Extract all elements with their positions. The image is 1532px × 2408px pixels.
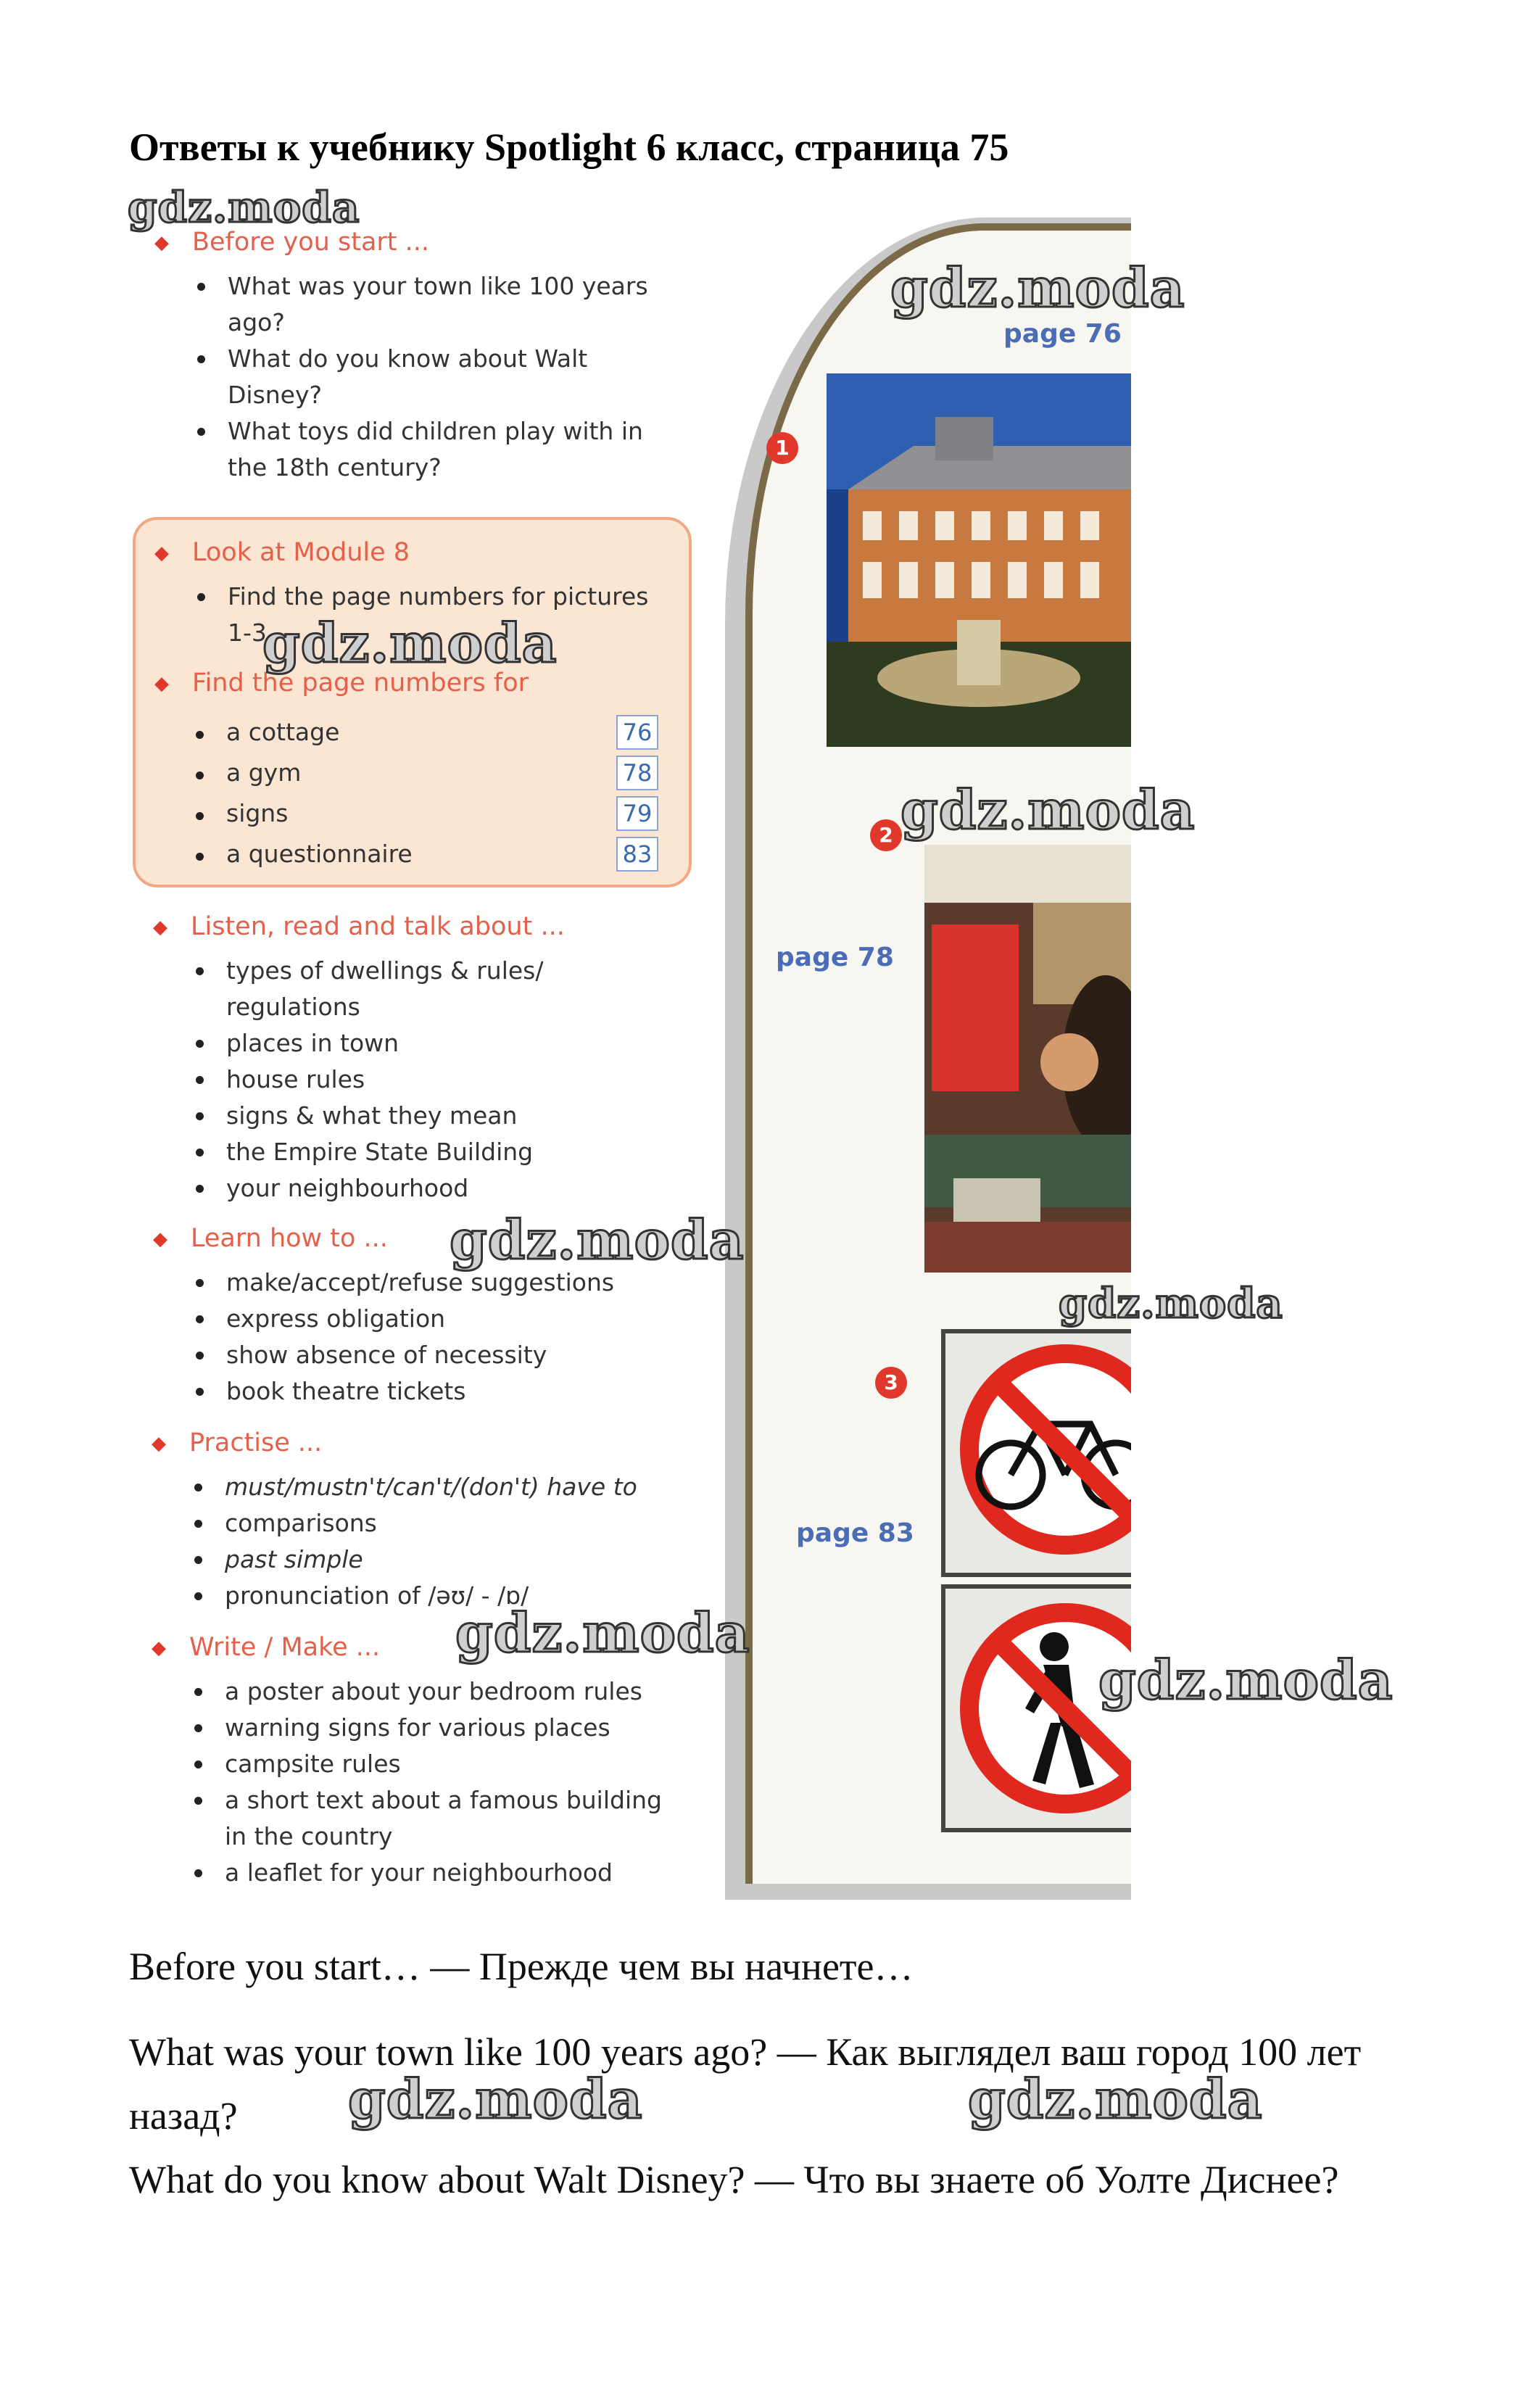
list-item: must/mustn't/can't/(don't) have to xyxy=(191,1469,670,1505)
list-item: a leaflet for your neighbourhood xyxy=(191,1855,684,1891)
before-you-start-list xyxy=(194,268,658,486)
list-item: campsite rules xyxy=(191,1746,684,1782)
section-heading-learn: ◆ Learn how to ... xyxy=(191,1224,388,1253)
watermark: gdz.moda xyxy=(262,613,558,675)
list-item: your neighbourhood xyxy=(193,1170,671,1207)
table-row xyxy=(226,718,653,746)
list-item: pronunciation of /əʊ/ - /ɒ/ xyxy=(191,1578,670,1614)
practise-list xyxy=(191,1469,670,1614)
badge-2: 2 xyxy=(870,819,902,851)
watermark: gdz.moda xyxy=(1059,1280,1283,1328)
translation-line: What do you know about Walt Disney? — Что вы знаете об Уолте Диснее? xyxy=(129,2158,1339,2201)
section-heading-listen: ◆ Listen, read and talk about ... xyxy=(191,912,565,941)
list-item: Find the page numbers for pictures xyxy=(194,579,673,615)
page-ref-78: page 78 xyxy=(776,943,894,972)
list-item: past simple xyxy=(191,1542,670,1578)
list-item-cont: regulations xyxy=(226,993,360,1021)
module-box xyxy=(133,517,692,888)
list-item: types of dwellings & rules/ xyxy=(193,953,671,989)
table-row xyxy=(226,799,653,827)
watermark: gdz.moda xyxy=(450,1209,745,1272)
list-item: book theatre tickets xyxy=(193,1373,671,1410)
list-item: comparisons xyxy=(191,1505,670,1542)
listen-list xyxy=(193,953,671,1207)
page-title: Ответы к учебнику Spotlight 6 класс, страница 75 xyxy=(129,125,1009,169)
list-item: a poster about your bedroom rules xyxy=(191,1673,684,1710)
gym-photo xyxy=(924,845,1131,1273)
list-item-cont: the 18th century? xyxy=(228,453,442,481)
row-page-number: 83 xyxy=(616,837,658,872)
palace-photo xyxy=(827,373,1131,747)
row-page-number: 79 xyxy=(616,796,658,831)
watermark: gdz.moda xyxy=(968,2069,1263,2131)
table-row xyxy=(226,758,653,787)
table-row xyxy=(226,840,653,868)
row-page-number: 76 xyxy=(616,715,658,750)
watermark: gdz.moda xyxy=(455,1602,750,1665)
row-label: a questionnaire xyxy=(226,840,413,868)
list-item: signs & what they mean xyxy=(193,1098,671,1134)
badge-1: 1 xyxy=(766,432,798,464)
list-item: warning signs for various places xyxy=(191,1710,684,1746)
translation-line: What was your town like 100 years ago? — Как выглядел ваш город 100 лет назад? xyxy=(129,2030,1362,2138)
write-list xyxy=(191,1673,684,1891)
list-item: house rules xyxy=(193,1062,671,1098)
gym-image xyxy=(924,845,1131,1273)
list-item: make/accept/refuse suggestions xyxy=(193,1265,671,1301)
section-heading-find-page-numbers: ◆ Find the page numbers for xyxy=(192,669,529,698)
list-item: show absence of necessity xyxy=(193,1337,671,1373)
watermark: gdz.moda xyxy=(900,779,1196,842)
list-item: places in town xyxy=(193,1025,671,1062)
list-item: express obligation xyxy=(193,1301,671,1337)
translation-line: Before you start… — Прежде чем вы начнете… xyxy=(129,1945,914,1988)
section-heading-look-at-module: ◆ Look at Module 8 xyxy=(192,538,410,567)
list-item: What was your town like 100 years xyxy=(194,268,658,305)
section-heading-before-you-start: ◆ Before you start ... xyxy=(192,228,429,257)
palace-image xyxy=(827,373,1131,747)
list-item-cont: Disney? xyxy=(228,381,323,409)
learn-list xyxy=(193,1265,671,1410)
watermark: gdz.moda xyxy=(128,183,360,232)
page-ref-76: page 76 xyxy=(1003,319,1122,349)
row-label: a cottage xyxy=(226,718,340,746)
list-item-cont: 1-3. xyxy=(228,618,275,647)
list-item: What do you know about Walt xyxy=(194,341,658,377)
badge-3: 3 xyxy=(875,1367,907,1399)
watermark: gdz.moda xyxy=(1098,1650,1394,1712)
section-heading-write: ◆ Write / Make ... xyxy=(189,1633,380,1662)
watermark: gdz.moda xyxy=(890,257,1185,320)
list-item: What toys did children play with in xyxy=(194,413,658,450)
row-label: a gym xyxy=(226,758,302,787)
no-bicycle-icon xyxy=(945,1333,1131,1573)
no-bicycle-sign xyxy=(941,1329,1131,1577)
watermark: gdz.moda xyxy=(348,2069,643,2131)
page-ref-83: page 83 xyxy=(796,1518,914,1548)
list-item-cont: in the country xyxy=(225,1822,393,1850)
row-page-number: 78 xyxy=(616,756,658,790)
list-item: a short text about a famous building xyxy=(191,1782,684,1819)
list-item-cont: ago? xyxy=(228,308,285,336)
list-item: the Empire State Building xyxy=(193,1134,671,1170)
section-heading-practise: ◆ Practise ... xyxy=(189,1428,322,1457)
row-label: signs xyxy=(226,799,289,827)
